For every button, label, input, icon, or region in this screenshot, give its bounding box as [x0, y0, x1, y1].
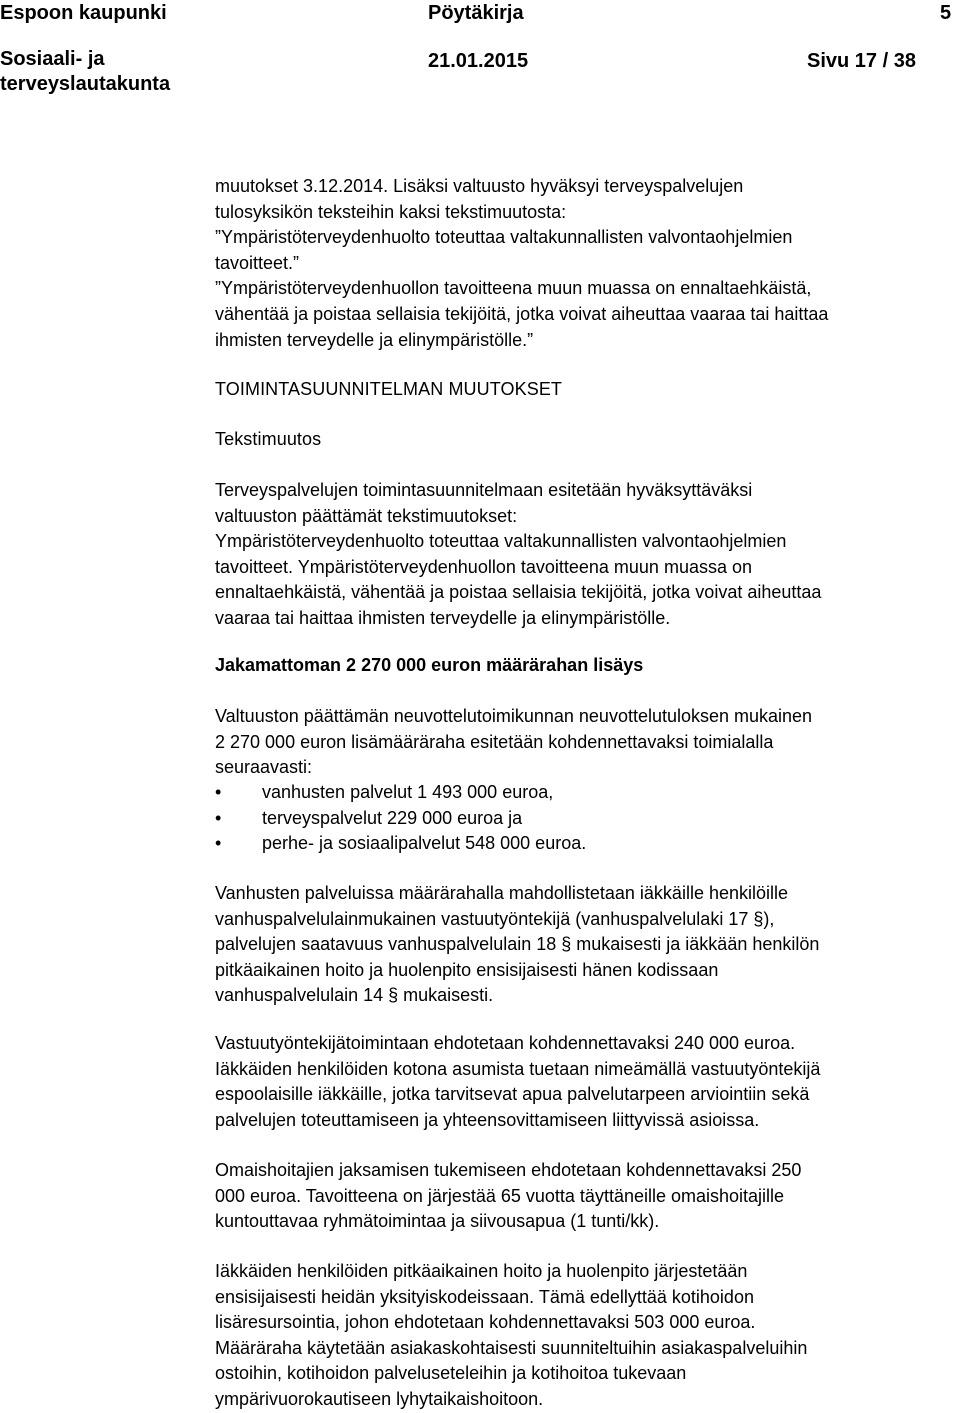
text-line: ihmisten terveydelle ja elinympäristölle.” — [215, 329, 534, 350]
bullet-icon: • — [215, 833, 222, 854]
text-line: lisäresursointia, johon ehdotetaan kohdennettavaksi 503 000 euroa. — [215, 1312, 756, 1333]
text-line: ”Ympäristöterveydenhuollon tavoitteena muun muassa on ennaltaehkäistä, — [215, 278, 812, 299]
text-line: ”Ympäristöterveydenhuolto toteuttaa valtakunnallisten valvontaohjelmien — [215, 227, 793, 248]
text-line: palvelujen saatavuus vanhuspalvelulain 18 § mukaisesti ja iäkkään henkilön — [215, 934, 820, 955]
text-line: espoolaisille iäkkäille, jotka tarvitsevat apua palvelutarpeen arviointiin sekä — [215, 1084, 810, 1105]
allocation-paragraph — [215, 704, 812, 781]
text-line: 2 270 000 euron lisämääräraha esitetään kohdennettavaksi toimialalla — [215, 731, 774, 752]
text-line: Määräraha käytetään asiakaskohtaisesti suunniteltuihin asiakaspalveluihin — [215, 1337, 808, 1358]
text-line: ympärivuorokautiseen lyhytaikaishoitoon. — [215, 1388, 544, 1409]
text-line: seuraavasti: — [215, 757, 313, 778]
text-line: vaaraa tai haittaa ihmisten terveydelle ja elinympäristölle. — [215, 607, 671, 628]
text-line: ensisijaisesti heidän yksityiskodeissaan. Tämä edellyttää kotihoidon — [215, 1286, 754, 1307]
list-item-text: vanhusten palvelut 1 493 000 euroa, — [262, 782, 554, 802]
text-line: Valtuuston päättämän neuvottelutoimikunnan neuvottelutuloksen mukainen — [215, 706, 813, 726]
bullet-icon: • — [215, 782, 222, 802]
text-line: Iäkkäiden henkilöiden kotona asumista tuetaan nimeämällä vastuutyöntekijä — [215, 1058, 821, 1079]
section-number: 5 — [940, 2, 952, 24]
list-item-text: terveyspalvelut 229 000 euroa ja — [262, 807, 523, 828]
list-item-text: perhe- ja sosiaalipalvelut 548 000 euroa. — [262, 833, 587, 854]
text-line: Vanhusten palveluissa määrärahalla mahdollistetaan iäkkäille henkilöille — [215, 883, 789, 903]
allocation-list — [215, 780, 586, 857]
text-line: palvelujen toteuttamiseen ja yhteensovittamiseen liittyvissä asioissa. — [215, 1109, 760, 1130]
board-name-line1: Sosiaali- ja — [0, 48, 105, 70]
elderly-services-paragraph — [215, 881, 819, 1009]
organization-name: Espoon kaupunki — [0, 2, 167, 24]
allocation-heading: Jakamattoman 2 270 000 euron määrärahan lisäys — [215, 655, 644, 675]
board-name — [0, 47, 170, 97]
text-line: tulosyksikön teksteihin kaksi tekstimuutosta: — [215, 201, 567, 222]
caregiver-paragraph — [215, 1158, 801, 1235]
meeting-date: 21.01.2015 — [428, 50, 529, 72]
list-item — [215, 831, 586, 857]
text-line: pitkäaikainen hoito ja huolenpito ensisijaisesti hänen kodissaan — [215, 959, 719, 980]
list-item — [215, 806, 586, 832]
text-line: valtuuston päättämät tekstimuutokset: — [215, 505, 518, 526]
bullet-icon: • — [215, 807, 222, 828]
section-title: TOIMINTASUUNNITELMAN MUUTOKSET — [215, 379, 563, 399]
text-line: vähentää ja poistaa sellaisia tekijöitä, jotka voivat aiheuttaa vaaraa tai haittaa — [215, 303, 829, 324]
responsible-worker-paragraph — [215, 1031, 820, 1133]
text-line: tavoitteet. Ympäristöterveydenhuollon tavoitteena muun muassa on — [215, 556, 752, 577]
home-care-paragraph — [215, 1259, 807, 1413]
text-line: vanhuspalvelulain 14 § mukaisesti. — [215, 985, 494, 1006]
text-line: vanhuspalvelulainmukainen vastuutyöntekijä (vanhuspalvelulaki 17 §), — [215, 908, 775, 929]
text-line: ostoihin, kotihoidon palveluseteleihin ja kotihoitoa tukevaan — [215, 1363, 687, 1384]
text-line: Ympäristöterveydenhuolto toteuttaa valtakunnallisten valvontaohjelmien — [215, 531, 787, 552]
text-line: kuntouttavaa ryhmätoimintaa ja siivousapua (1 tunti/kk). — [215, 1211, 660, 1232]
text-change-paragraph — [215, 478, 821, 632]
board-name-line2: terveyslautakunta — [0, 73, 171, 95]
text-line: Omaishoitajien jaksamisen tukemiseen ehdotetaan kohdennettavaksi 250 — [215, 1160, 802, 1180]
text-line: Vastuutyöntekijätoimintaan ehdotetaan kohdennettavaksi 240 000 euroa. — [215, 1033, 796, 1053]
text-line: Iäkkäiden henkilöiden pitkäaikainen hoito ja huolenpito järjestetään — [215, 1261, 748, 1281]
page-number: Sivu 17 / 38 — [807, 50, 916, 72]
text-line: muutokset 3.12.2014. Lisäksi valtuusto hyväksyi terveyspalvelujen — [215, 176, 744, 196]
text-line: Terveyspalvelujen toimintasuunnitelmaan esitetään hyväksyttäväksi — [215, 480, 753, 500]
document-type: Pöytäkirja — [428, 2, 524, 24]
text-line: ennaltaehkäistä, vähentää ja poistaa sellaisia tekijöitä, jotka voivat aiheuttaa — [215, 582, 822, 603]
text-line: 000 euroa. Tavoitteena on järjestää 65 vuotta täyttäneille omaishoitajille — [215, 1185, 785, 1206]
intro-paragraph — [215, 174, 828, 353]
list-item — [215, 780, 586, 806]
text-line: tavoitteet.” — [215, 252, 300, 273]
subsection-title: Tekstimuutos — [215, 429, 322, 449]
